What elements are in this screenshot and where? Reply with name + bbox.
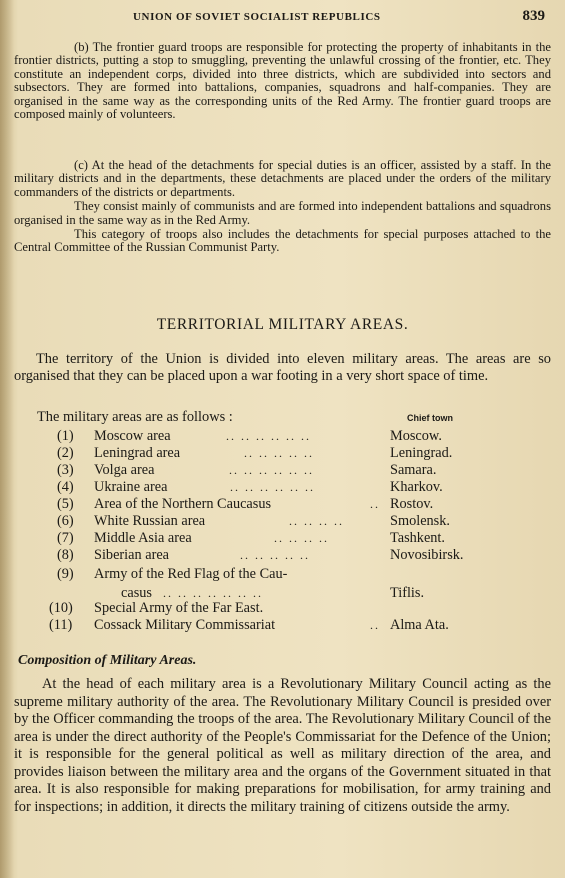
leader-dots: .. .. .. .. [289, 514, 344, 528]
leader-dots: .. .. .. .. .. .. [230, 480, 315, 494]
page-number: 839 [522, 8, 545, 24]
leader-dots: .. .. .. .. .. .. [226, 429, 311, 443]
section-c-paragraph-2: They consist mainly of communists and are formed into independent battalions and squadrons organised in the same way as in the Red Army. [14, 199, 551, 227]
chief-town: Novosibirsk. [390, 547, 464, 563]
area-name: Cossack Military Commissariat [94, 617, 276, 633]
leader-dots: .. .. .. .. .. [244, 446, 314, 460]
chief-town-column-label: Chief town [407, 413, 453, 423]
area-name: Leningrad area [94, 445, 181, 461]
section-c-paragraph-1: (c) At the head of the detachments for special duties is an officer, assisted by a staff. In the military districts and in the departments, these detachments are placed under the orders of the military commanders of the districts or departments. [14, 158, 551, 199]
chief-town: Tashkent. [390, 530, 445, 546]
leader-dots: .. .. .. .. .. [240, 548, 310, 562]
territorial-intro-paragraph: The territory of the Union is divided into eleven military areas. The areas are so organised that they can be placed upon a war footing in a very short space of time. [14, 351, 551, 385]
area-number: (4) [57, 479, 74, 495]
section-c [14, 159, 551, 255]
running-head: UNION OF SOVIET SOCIALIST REPUBLICS [133, 11, 381, 23]
area-number: (9) [57, 566, 74, 582]
area-number: (1) [57, 428, 74, 444]
area-number: (7) [57, 530, 74, 546]
area-name: Volga area [94, 462, 155, 478]
territorial-heading: TERRITORIAL MILITARY AREAS. [156, 316, 409, 333]
composition-section [14, 676, 551, 816]
page-header [0, 8, 565, 28]
area-number: (3) [57, 462, 74, 478]
section-b [14, 41, 551, 121]
chief-town: Tiflis. [390, 585, 425, 601]
chief-town: Smolensk. [390, 513, 450, 529]
area-number: (10) [49, 600, 73, 616]
leader-dots: .. [370, 618, 380, 632]
area-name: Army of the Red Flag of the Cau- [94, 566, 288, 582]
leader-dots: .. .. .. .. .. .. [229, 463, 314, 477]
chief-town: Kharkov. [390, 479, 443, 495]
area-number: (6) [57, 513, 74, 529]
area-name: Ukraine area [94, 479, 168, 495]
chief-town: Alma Ata. [390, 617, 449, 633]
area-number: (5) [57, 496, 74, 512]
area-name: Area of the Northern Caucasus [94, 496, 272, 512]
leader-dots: .. [370, 497, 380, 511]
area-number: (2) [57, 445, 74, 461]
chief-town: Rostov. [390, 496, 434, 512]
section-c-paragraph-3: This category of troops also includes the detachments for special purposes attached to the Central Committee of the Russian Communist Party. [14, 227, 551, 255]
territorial-intro [14, 351, 551, 385]
area-name: Special Army of the Far East. [94, 600, 264, 616]
area-number: (8) [57, 547, 74, 563]
area-name: casus [121, 585, 152, 601]
page-spine-shadow [0, 0, 14, 878]
composition-subheading: Composition of Military Areas. [18, 653, 197, 668]
area-name: Siberian area [94, 547, 170, 563]
leader-dots: .. .. .. .. .. .. .. [163, 586, 263, 600]
chief-town: Samara. [390, 462, 437, 478]
chief-town: Moscow. [390, 428, 442, 444]
area-name: White Russian area [94, 513, 206, 529]
section-b-paragraph: (b) The frontier guard troops are responsible for protecting the property of inhabitants in the frontier districts, putting a stop to smuggling, preventing the unlawful crossing of the frontier, etc. They constitute an independent corps, divided into three districts, which are subdivided into sectors and subsectors. They are formed into battalions, companies, squadrons and half-companies. They are organised in the same way as the corresponding units of the Red Army. The frontier guard troops are composed mainly of volunteers. [14, 40, 551, 122]
leader-dots: .. .. .. .. [274, 531, 329, 545]
chief-town: Leningrad. [390, 445, 453, 461]
area-name: Moscow area [94, 428, 171, 444]
composition-paragraph: At the head of each military area is a Revolutionary Military Council acting as the supreme military authority of the area. The Revolutionary Military Council is presided over by the Officer commanding the troops of the area. The Revolutionary Military Council of the area is under the direct authority of the People's Commissariat for the Defence of the Union; it is responsible for the general political as well as military direction of the area, and provides liaison between the military area and the organs of the Government situated in that area. It is also responsible for making preparations for mobilisation, for army training and for inspections; in addition, it directs the military training of citizens outside the army. [14, 676, 551, 815]
area-number: (11) [49, 617, 73, 633]
area-name: Middle Asia area [94, 530, 192, 546]
areas-list-intro: The military areas are as follows : [37, 409, 233, 425]
